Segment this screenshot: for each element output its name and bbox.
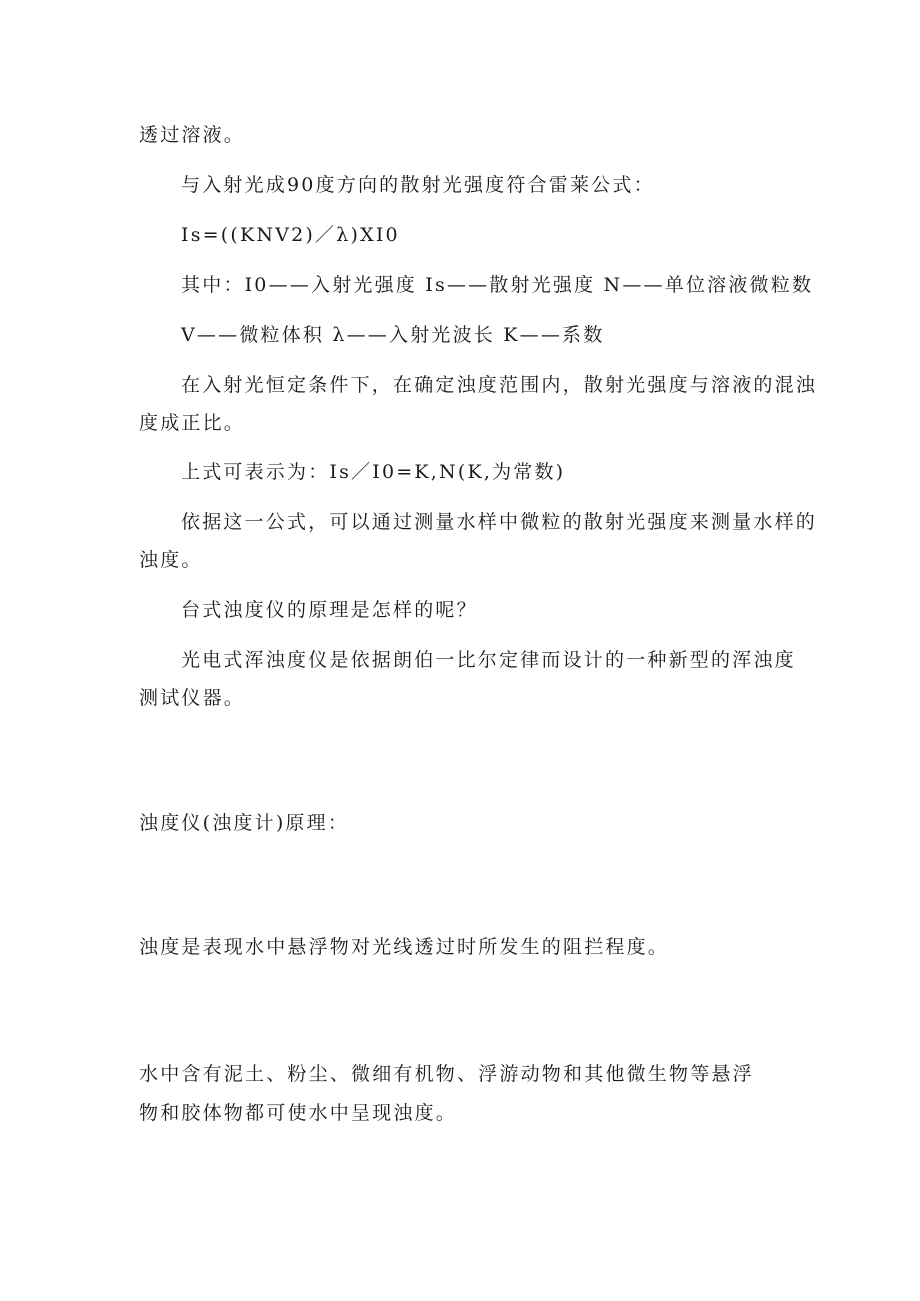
paragraph-text: 在入射光恒定条件下，在确定浊度范围内，散射光强度与溶液的混浊 [181, 374, 818, 396]
paragraph-text: 透过溶液。 [139, 124, 246, 146]
paragraph-text: 度成正比。 [139, 412, 246, 434]
section-heading: 浊度仪(浊度计)原理： [139, 812, 350, 834]
paragraph-text: 与入射光成90度方向的散射光强度符合雷莱公式： [181, 174, 655, 196]
paragraph-question: 台式浊度仪的原理是怎样的呢？ [181, 599, 478, 621]
formula-legend-line-2: V——微粒体积 λ——入射光波长 K——系数 [181, 324, 605, 346]
paragraph-text: 光电式浑浊度仪是依据朗伯一比尔定律而设计的一种新型的浑浊度 [181, 649, 796, 671]
paragraph-text: 水中含有泥土、粉尘、微细有机物、浮游动物和其他微生物等悬浮 [139, 1063, 754, 1085]
paragraph-text: 物和胶体物都可使水中呈现浊度。 [139, 1102, 458, 1124]
paragraph-text: 浊度是表现水中悬浮物对光线透过时所发生的阻拦程度。 [139, 936, 670, 958]
formula-simplified: 上式可表示为：Is／I0=K,N(K,为常数) [181, 461, 566, 483]
formula-legend-line-1: 其中：I0——入射光强度 Is——散射光强度 N——单位溶液微粒数 [181, 274, 814, 296]
paragraph-text: 测试仪器。 [139, 687, 246, 709]
paragraph-text: 浊度。 [139, 549, 203, 571]
formula-rayleigh: Is=((KNV2)／λ)XI0 [181, 224, 400, 246]
paragraph-text: 依据这一公式，可以通过测量水样中微粒的散射光强度来测量水样的 [181, 511, 818, 533]
